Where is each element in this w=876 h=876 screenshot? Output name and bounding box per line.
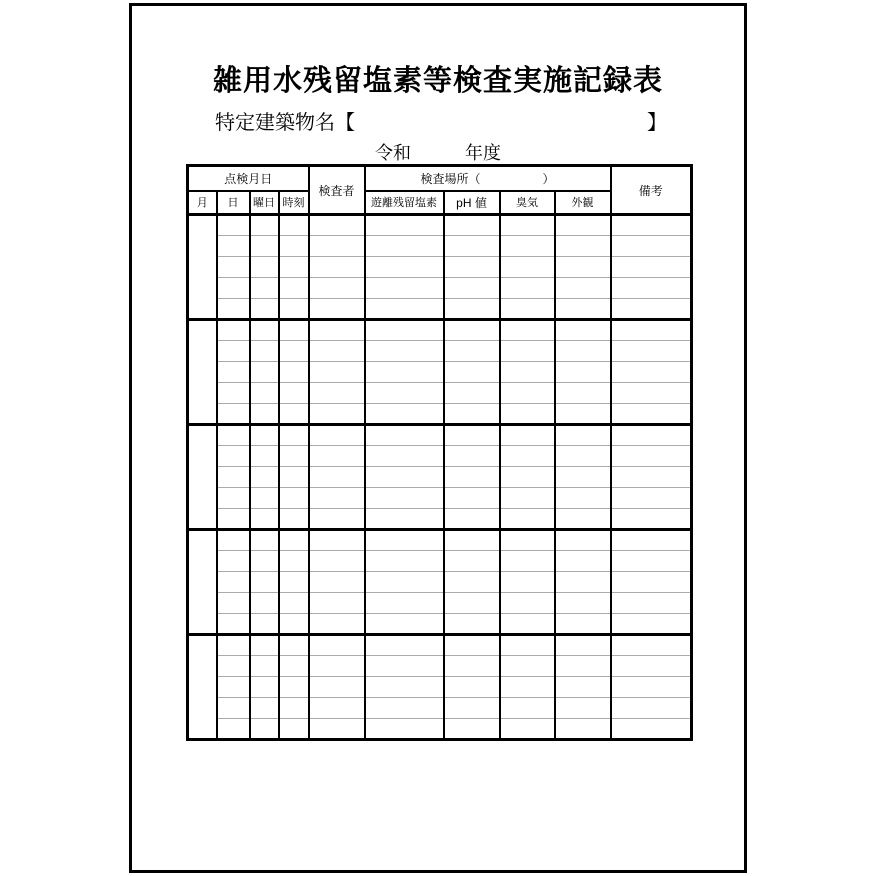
entry-cell (500, 299, 555, 320)
entry-cell (217, 509, 250, 530)
entry-cell (365, 719, 444, 740)
entry-cell (611, 551, 692, 572)
record-row (188, 467, 692, 488)
record-row (188, 215, 692, 236)
entry-cell (444, 698, 500, 719)
entry-cell (250, 320, 279, 341)
entry-cell (250, 530, 279, 551)
entry-cell (279, 320, 309, 341)
record-row (188, 425, 692, 446)
entry-cell (217, 719, 250, 740)
record-row (188, 257, 692, 278)
entry-cell (500, 530, 555, 551)
entry-cell (500, 614, 555, 635)
entry-cell (365, 446, 444, 467)
entry-cell (611, 446, 692, 467)
record-row (188, 656, 692, 677)
record-row (188, 383, 692, 404)
header-ph-value: pH 値 (444, 191, 500, 215)
entry-cell (611, 572, 692, 593)
entry-cell (365, 278, 444, 299)
entry-cell (365, 635, 444, 656)
entry-cell (217, 383, 250, 404)
entry-cell (555, 635, 611, 656)
entry-cell (555, 404, 611, 425)
entry-cell (279, 446, 309, 467)
entry-cell (279, 614, 309, 635)
entry-cell (611, 656, 692, 677)
building-name-close-bracket: 】 (647, 112, 667, 134)
entry-cell (279, 341, 309, 362)
entry-cell (611, 593, 692, 614)
entry-cell (309, 551, 365, 572)
entry-cell (555, 572, 611, 593)
entry-cell (309, 593, 365, 614)
entry-cell (444, 572, 500, 593)
header-weekday: 曜日 (250, 191, 279, 215)
entry-cell (611, 467, 692, 488)
entry-cell (309, 488, 365, 509)
header-inspection-date: 点検月日 (188, 166, 309, 191)
entry-cell (217, 425, 250, 446)
entry-cell (444, 215, 500, 236)
entry-cell (500, 656, 555, 677)
record-row (188, 488, 692, 509)
entry-cell (500, 509, 555, 530)
entry-cell (309, 215, 365, 236)
entry-cell (444, 635, 500, 656)
entry-cell (611, 236, 692, 257)
entry-cell (279, 425, 309, 446)
entry-cell (250, 656, 279, 677)
entry-cell (444, 677, 500, 698)
entry-cell (611, 404, 692, 425)
entry-cell (217, 467, 250, 488)
entry-cell (309, 656, 365, 677)
entry-cell (611, 215, 692, 236)
entry-cell (365, 320, 444, 341)
entry-cell (444, 362, 500, 383)
entry-cell (250, 593, 279, 614)
entry-cell (217, 488, 250, 509)
record-row (188, 635, 692, 656)
entry-cell (500, 362, 555, 383)
entry-cell (611, 719, 692, 740)
entry-cell (309, 320, 365, 341)
entry-cell (250, 467, 279, 488)
entry-cell (365, 425, 444, 446)
entry-cell (217, 677, 250, 698)
entry-cell (217, 278, 250, 299)
entry-cell (555, 299, 611, 320)
record-row (188, 299, 692, 320)
entry-cell (279, 530, 309, 551)
building-name-line (215, 106, 667, 135)
entry-cell (444, 656, 500, 677)
entry-cell (279, 719, 309, 740)
entry-cell (279, 383, 309, 404)
entry-cell (250, 236, 279, 257)
entry-cell (555, 425, 611, 446)
entry-cell (365, 467, 444, 488)
entry-cell (444, 719, 500, 740)
record-row (188, 509, 692, 530)
entry-cell (279, 698, 309, 719)
entry-cell (555, 614, 611, 635)
entry-cell (217, 656, 250, 677)
inspection-place-wrap (421, 170, 555, 187)
entry-cell (500, 320, 555, 341)
entry-cell (279, 236, 309, 257)
entry-cell (611, 383, 692, 404)
record-row (188, 572, 692, 593)
entry-cell (555, 320, 611, 341)
record-row (188, 719, 692, 740)
entry-cell (309, 530, 365, 551)
entry-cell (555, 467, 611, 488)
entry-cell (279, 404, 309, 425)
entry-cell (365, 404, 444, 425)
entry-cell (611, 614, 692, 635)
entry-cell (611, 278, 692, 299)
entry-cell (309, 446, 365, 467)
entry-cell (250, 404, 279, 425)
entry-cell (217, 215, 250, 236)
entry-cell (444, 530, 500, 551)
entry-cell (279, 635, 309, 656)
entry-cell (444, 278, 500, 299)
inspection-place-prefix: 検査場所（ (420, 171, 481, 186)
entry-cell (500, 404, 555, 425)
entry-cell (279, 278, 309, 299)
entry-cell (444, 236, 500, 257)
entry-cell (365, 530, 444, 551)
entry-cell (500, 698, 555, 719)
entry-cell (365, 656, 444, 677)
entry-cell (279, 677, 309, 698)
entry-cell (250, 446, 279, 467)
entry-cell (217, 593, 250, 614)
entry-cell (365, 257, 444, 278)
entry-cell (444, 299, 500, 320)
entry-cell (250, 383, 279, 404)
inspection-place-close-paren: ） (542, 171, 555, 186)
entry-cell (309, 677, 365, 698)
entry-cell (250, 425, 279, 446)
entry-cell (500, 236, 555, 257)
entry-cell (555, 362, 611, 383)
entry-cell (309, 257, 365, 278)
entry-cell (279, 551, 309, 572)
entry-cell (217, 257, 250, 278)
entry-cell (309, 236, 365, 257)
entry-cell (365, 488, 444, 509)
entry-cell (444, 404, 500, 425)
inspection-record-table (186, 164, 693, 741)
entry-cell (279, 572, 309, 593)
entry-cell (217, 551, 250, 572)
month-entry-cell (188, 635, 217, 740)
entry-cell (309, 719, 365, 740)
entry-cell (279, 299, 309, 320)
header-odor: 臭気 (500, 191, 555, 215)
record-row (188, 677, 692, 698)
entry-cell (500, 383, 555, 404)
entry-cell (611, 362, 692, 383)
era-label: 令和 (375, 143, 411, 163)
entry-cell (444, 383, 500, 404)
entry-cell (555, 551, 611, 572)
entry-cell (217, 341, 250, 362)
entry-cell (250, 341, 279, 362)
fiscal-year-suffix: 年度 (465, 143, 501, 163)
entry-cell (217, 236, 250, 257)
record-row (188, 698, 692, 719)
entry-cell (500, 572, 555, 593)
entry-cell (217, 530, 250, 551)
entry-cell (555, 257, 611, 278)
record-row (188, 593, 692, 614)
entry-cell (500, 719, 555, 740)
entry-cell (250, 635, 279, 656)
entry-cell (309, 341, 365, 362)
record-row (188, 530, 692, 551)
entry-cell (309, 362, 365, 383)
fiscal-year-line (132, 139, 744, 165)
entry-cell (444, 614, 500, 635)
entry-cell (611, 488, 692, 509)
entry-cell (500, 215, 555, 236)
entry-cell (555, 383, 611, 404)
month-entry-cell (188, 320, 217, 425)
page-border (129, 3, 747, 873)
entry-cell (309, 509, 365, 530)
entry-cell (611, 635, 692, 656)
entry-cell (500, 551, 555, 572)
entry-cell (309, 299, 365, 320)
record-row (188, 614, 692, 635)
entry-cell (309, 278, 365, 299)
entry-cell (555, 593, 611, 614)
entry-cell (365, 698, 444, 719)
header-month: 月 (188, 191, 217, 215)
entry-cell (444, 320, 500, 341)
entry-cell (500, 278, 555, 299)
entry-cell (444, 509, 500, 530)
entry-cell (444, 425, 500, 446)
entry-cell (279, 257, 309, 278)
entry-cell (444, 257, 500, 278)
entry-cell (217, 572, 250, 593)
entry-cell (555, 677, 611, 698)
entry-cell (365, 593, 444, 614)
entry-cell (611, 320, 692, 341)
entry-cell (555, 341, 611, 362)
record-row (188, 362, 692, 383)
entry-cell (555, 446, 611, 467)
entry-cell (611, 530, 692, 551)
entry-cell (365, 677, 444, 698)
record-row (188, 236, 692, 257)
header-appearance: 外観 (555, 191, 611, 215)
entry-cell (309, 467, 365, 488)
entry-cell (444, 593, 500, 614)
entry-cell (365, 215, 444, 236)
entry-cell (500, 425, 555, 446)
entry-cell (217, 698, 250, 719)
entry-cell (279, 467, 309, 488)
entry-cell (250, 572, 279, 593)
entry-cell (500, 446, 555, 467)
entry-cell (555, 278, 611, 299)
entry-cell (279, 215, 309, 236)
entry-cell (555, 530, 611, 551)
record-row (188, 278, 692, 299)
entry-cell (444, 446, 500, 467)
entry-cell (611, 677, 692, 698)
entry-cell (217, 614, 250, 635)
entry-cell (365, 299, 444, 320)
month-entry-cell (188, 530, 217, 635)
entry-cell (250, 719, 279, 740)
entry-cell (279, 509, 309, 530)
entry-cell (250, 509, 279, 530)
month-entry-cell (188, 425, 217, 530)
header-day: 日 (217, 191, 250, 215)
header-remarks: 備考 (611, 166, 692, 215)
entry-cell (500, 341, 555, 362)
entry-cell (250, 362, 279, 383)
entry-cell (611, 257, 692, 278)
record-row (188, 446, 692, 467)
entry-cell (444, 551, 500, 572)
entry-cell (555, 698, 611, 719)
entry-cell (250, 215, 279, 236)
month-entry-cell (188, 215, 217, 320)
entry-cell (217, 362, 250, 383)
entry-cell (611, 698, 692, 719)
entry-cell (309, 404, 365, 425)
entry-cell (611, 299, 692, 320)
entry-cell (309, 383, 365, 404)
entry-cell (611, 341, 692, 362)
record-row (188, 404, 692, 425)
entry-cell (217, 299, 250, 320)
header-time: 時刻 (279, 191, 309, 215)
record-row (188, 341, 692, 362)
header-free-residual-chlorine: 遊離残留塩素 (365, 191, 444, 215)
entry-cell (500, 467, 555, 488)
entry-cell (555, 215, 611, 236)
entry-cell (555, 488, 611, 509)
entry-cell (309, 425, 365, 446)
entry-cell (250, 698, 279, 719)
entry-cell (611, 425, 692, 446)
entry-cell (217, 320, 250, 341)
entry-cell (279, 656, 309, 677)
entry-cell (217, 404, 250, 425)
header-inspection-place (365, 166, 611, 191)
entry-cell (309, 614, 365, 635)
building-name-label: 特定建築物名【 (215, 112, 355, 134)
entry-cell (250, 257, 279, 278)
entry-cell (444, 488, 500, 509)
entry-cell (365, 341, 444, 362)
entry-cell (365, 362, 444, 383)
entry-cell (250, 488, 279, 509)
entry-cell (309, 572, 365, 593)
page-title: 雑用水残留塩素等検査実施記録表 (212, 65, 663, 97)
entry-cell (500, 257, 555, 278)
entry-cell (500, 635, 555, 656)
header-inspector: 検査者 (309, 166, 365, 215)
entry-cell (250, 299, 279, 320)
entry-cell (500, 593, 555, 614)
entry-cell (217, 635, 250, 656)
entry-cell (365, 572, 444, 593)
record-row (188, 551, 692, 572)
entry-cell (309, 635, 365, 656)
entry-cell (611, 509, 692, 530)
entry-cell (365, 614, 444, 635)
entry-cell (250, 551, 279, 572)
entry-cell (555, 236, 611, 257)
entry-cell (500, 677, 555, 698)
entry-cell (279, 593, 309, 614)
entry-cell (250, 614, 279, 635)
entry-cell (365, 383, 444, 404)
entry-cell (250, 677, 279, 698)
entry-cell (279, 362, 309, 383)
entry-cell (309, 698, 365, 719)
entry-cell (555, 719, 611, 740)
entry-cell (555, 509, 611, 530)
entry-cell (365, 236, 444, 257)
record-row (188, 320, 692, 341)
entry-cell (250, 278, 279, 299)
entry-cell (365, 509, 444, 530)
entry-cell (444, 341, 500, 362)
entry-cell (217, 446, 250, 467)
entry-cell (279, 488, 309, 509)
entry-cell (500, 488, 555, 509)
entry-cell (555, 656, 611, 677)
entry-cell (365, 551, 444, 572)
entry-cell (444, 467, 500, 488)
